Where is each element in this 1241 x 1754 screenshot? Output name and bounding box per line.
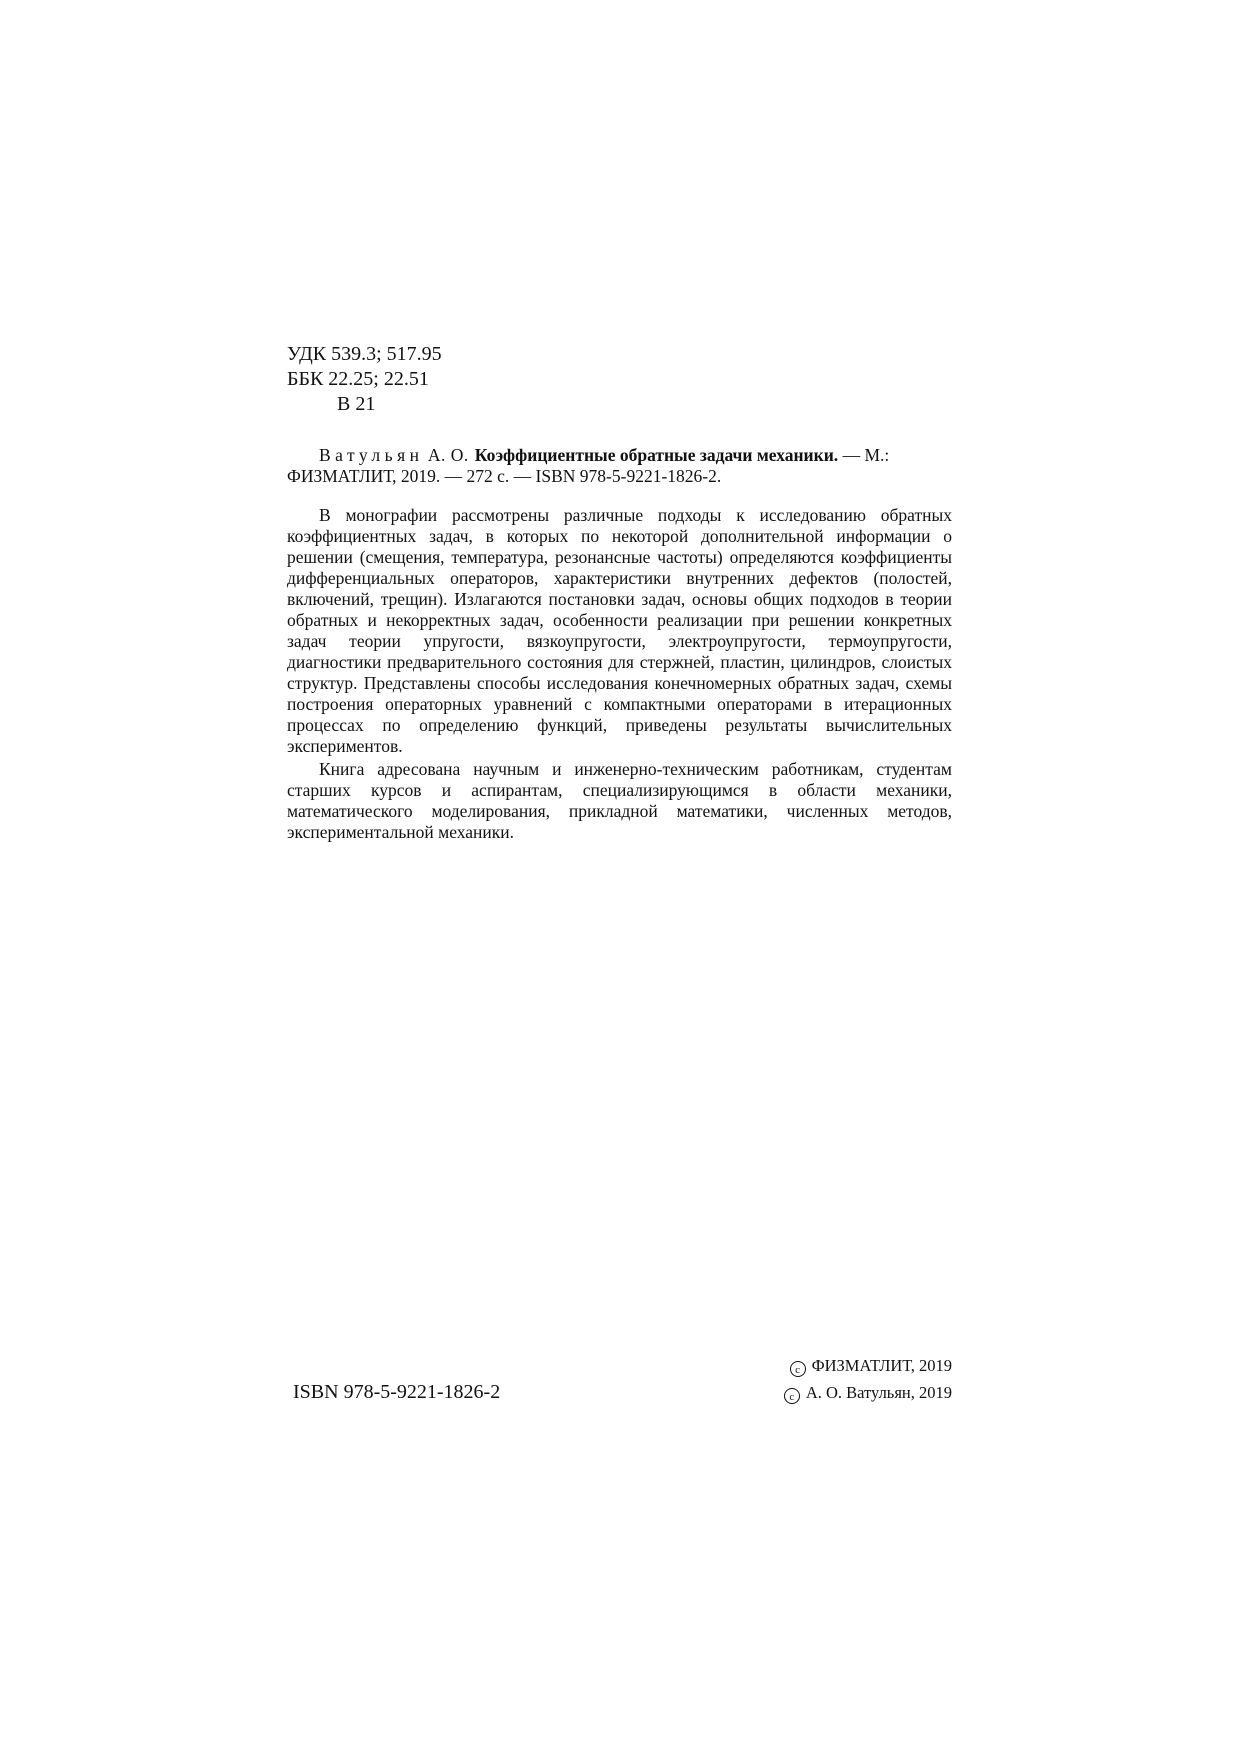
- bibliographic-entry: [287, 445, 952, 487]
- copyright-block: [784, 1352, 952, 1406]
- bibliographic-record: [287, 445, 952, 487]
- isbn-number: ISBN 978-5-9221-1826-2: [293, 1381, 501, 1403]
- copyright-author-line: [784, 1379, 952, 1406]
- copyright-publisher-line: [784, 1352, 952, 1379]
- copyright-icon: c: [784, 1388, 800, 1404]
- copyright-icon: c: [790, 1361, 806, 1377]
- copyright-publisher: ФИЗМАТЛИТ, 2019: [811, 1356, 952, 1375]
- abstract: [287, 505, 952, 845]
- classification-block: [287, 342, 442, 417]
- author-mark: В 21: [337, 393, 376, 415]
- author-initials: А. О.: [427, 445, 469, 465]
- title-dash: —: [838, 445, 861, 465]
- book-title: Коэффициентные обратные задачи механики.: [474, 445, 839, 465]
- abstract-paragraph-1: В монографии рассмотрены различные подходы к исследованию обратных коэффициентных задач, в которых по некоторой дополнительной информации о решении (смещения, температура, резонансные частоты) определяются коэффициенты дифференциальных операторов, характеристики внутренних дефектов (полостей, включений, трещин). Излагаются постановки задач, основы общих подходов в теории обратных и некорректных задач, особенности реализации при решении конкретных задач теории упругости, вязкоупругости, электроупругости, термоупругости, диагностики предварительного состояния для стержней, пластин, цилиндров, слоистых структур. Представлены способы исследования конечномерных обратных задач, схемы построения операторных уравнений с компактными операторами в итерационных процессах по определению функций, приведены результаты вычислительных экспериментов.: [287, 505, 952, 756]
- bbk-code: ББК 22.25; 22.51: [287, 368, 429, 390]
- udk-code: УДК 539.3; 517.95: [287, 343, 442, 365]
- publication-details: М.: ФИЗМАТЛИТ, 2019. — 272 с. — ISBN 978-5-9221-1826-2.: [287, 445, 890, 486]
- author-surname: Ватульян: [319, 445, 424, 465]
- copyright-author: А. О. Ватульян, 2019: [805, 1383, 952, 1402]
- abstract-paragraph-2: Книга адресована научным и инженерно-техническим работникам, студентам старших курсов и аспирантам, специализирующимся в области механики, математического моделирования, прикладной математики, численных методов, экспериментальной механики.: [287, 759, 952, 842]
